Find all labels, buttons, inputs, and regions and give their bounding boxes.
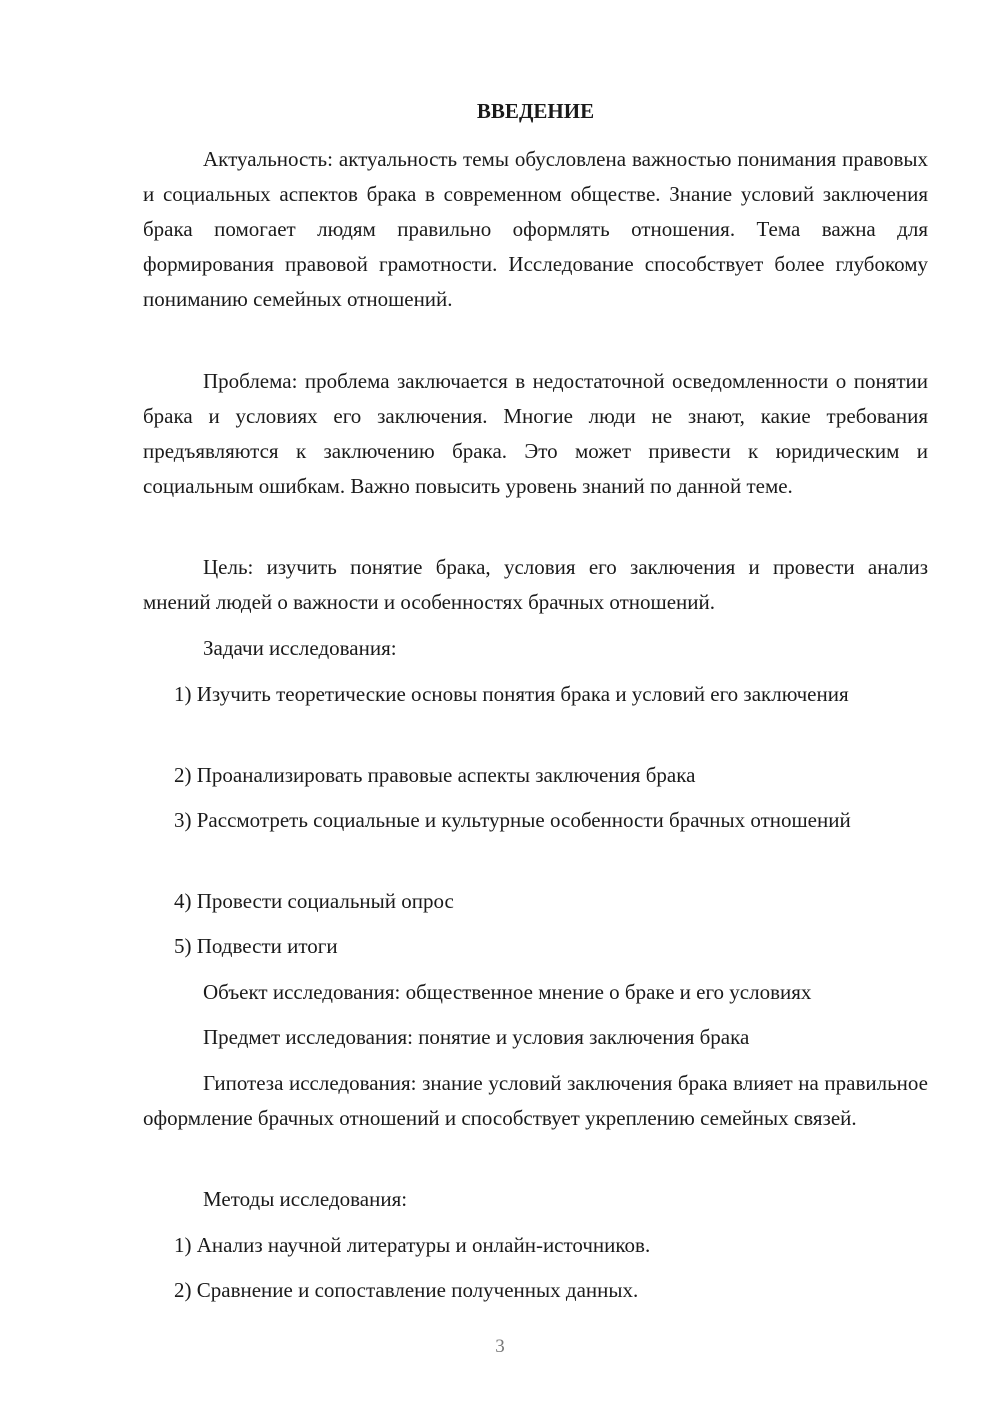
goal-paragraph: Цель: изучить понятие брака, условия его заключения и провести анализ мнений людей о важности и особенностях брачных отношений. [143,555,928,614]
methods-title: Методы исследования: [203,1187,408,1211]
object-paragraph: Объект исследования: общественное мнение о браке и его условиях [203,980,812,1004]
task-item-1: 1) Изучить теоретические основы понятия брака и условий его заключения [174,682,849,706]
problem-paragraph: Проблема: проблема заключается в недостаточной осведомленности о понятии брака и условиях его заключения. Многие люди не знают, какие требования предъявляются к заключению брака. Это может привести к юридическим и социальным ошибкам. Важно повысить уровень знаний по данной теме. [143,369,928,498]
method-item-1: 1) Анализ научной литературы и онлайн-источников. [174,1233,651,1257]
page-number: 3 [495,1336,505,1357]
task-item-4: 4) Провести социальный опрос [174,889,454,913]
hypothesis-paragraph: Гипотеза исследования: знание условий заключения брака влияет на правильное оформление брачных отношений и способствует укреплению семейных связей. [143,1071,928,1130]
subject-paragraph: Предмет исследования: понятие и условия заключения брака [203,1025,750,1049]
method-item-2: 2) Сравнение и сопоставление полученных данных. [174,1278,639,1302]
section-heading: ВВЕДЕНИЕ [476,99,595,123]
task-item-5: 5) Подвести итоги [174,934,338,958]
task-item-2: 2) Проанализировать правовые аспекты заключения брака [174,763,696,787]
relevance-paragraph: Актуальность: актуальность темы обусловлена важностью понимания правовых и социальных аспектов брака в современном обществе. Знание условий заключения брака помогает людям правильно оформлять отношения. Тема важна для формирования правовой грамотности. Исследование способствует более глубокому пониманию семейных отношений. [143,147,928,311]
tasks-title: Задачи исследования: [203,636,397,660]
task-item-3: 3) Рассмотреть социальные и культурные особенности брачных отношений [174,808,851,832]
